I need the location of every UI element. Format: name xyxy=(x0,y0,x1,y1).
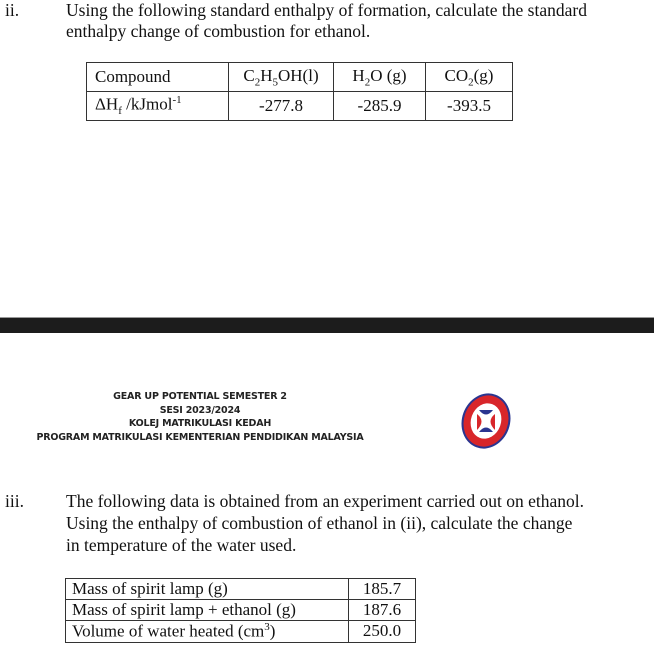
question-text-line: in temperature of the water used. xyxy=(66,535,297,555)
value-cell: 185.7 xyxy=(349,579,416,600)
page-divider xyxy=(0,317,654,333)
header-cell: Compound xyxy=(87,63,229,92)
header-line: SESI 2023/2024 xyxy=(159,404,241,416)
header-cell: $C_2H_5OH(l)$ xyxy=(229,63,334,92)
value-cell: -285.9 xyxy=(334,92,426,121)
question-text-line: The following data is obtained from an experiment carried out on ethanol. xyxy=(66,491,585,511)
row-label-cell: Mass of spirit lamp (g) xyxy=(66,579,349,600)
header-cell: $CO_2(g)$ xyxy=(426,63,513,92)
value-cell: -393.5 xyxy=(426,92,513,121)
header-line: KOLEJ MATRIKULASI KEDAH xyxy=(128,418,272,429)
row-label-cell: Volume of water heated $(cm^3)$ xyxy=(66,621,349,643)
question-text-line: Using the following standard enthalpy of formation, calculate the standard xyxy=(66,0,587,20)
value-cell: 187.6 xyxy=(349,600,416,621)
header-cell: $H_2O$ (g) xyxy=(334,63,426,92)
experiment-data-table xyxy=(65,578,416,643)
question-text-line: enthalpy change of combustion for ethanol. xyxy=(66,21,371,41)
table-row xyxy=(66,621,416,643)
header-line: PROGRAM MATRIKULASI KEMENTERIAN PENDIDIKAN MALAYSIA xyxy=(36,431,364,443)
row-label-cell: Mass of spirit lamp + ethanol (g) xyxy=(66,600,349,621)
table-row xyxy=(66,600,416,621)
table-row xyxy=(87,63,513,92)
header-line: GEAR UP POTENTIAL SEMESTER 2 xyxy=(113,391,287,402)
value-cell: -277.8 xyxy=(229,92,334,121)
question-number: iii. xyxy=(5,491,24,511)
table-row xyxy=(66,579,416,600)
row-label-cell: $\Delta H_f$ /kJmol$^{-1}$ xyxy=(87,92,229,121)
enthalpy-table xyxy=(86,62,513,121)
question-text-line: Using the enthalpy of combustion of ethanol in (ii), calculate the change xyxy=(66,513,573,533)
document-header xyxy=(0,390,400,444)
value-cell: 250.0 xyxy=(349,621,416,643)
table-row xyxy=(87,92,513,121)
question-number: ii. xyxy=(5,0,20,20)
college-logo-icon xyxy=(455,390,517,452)
